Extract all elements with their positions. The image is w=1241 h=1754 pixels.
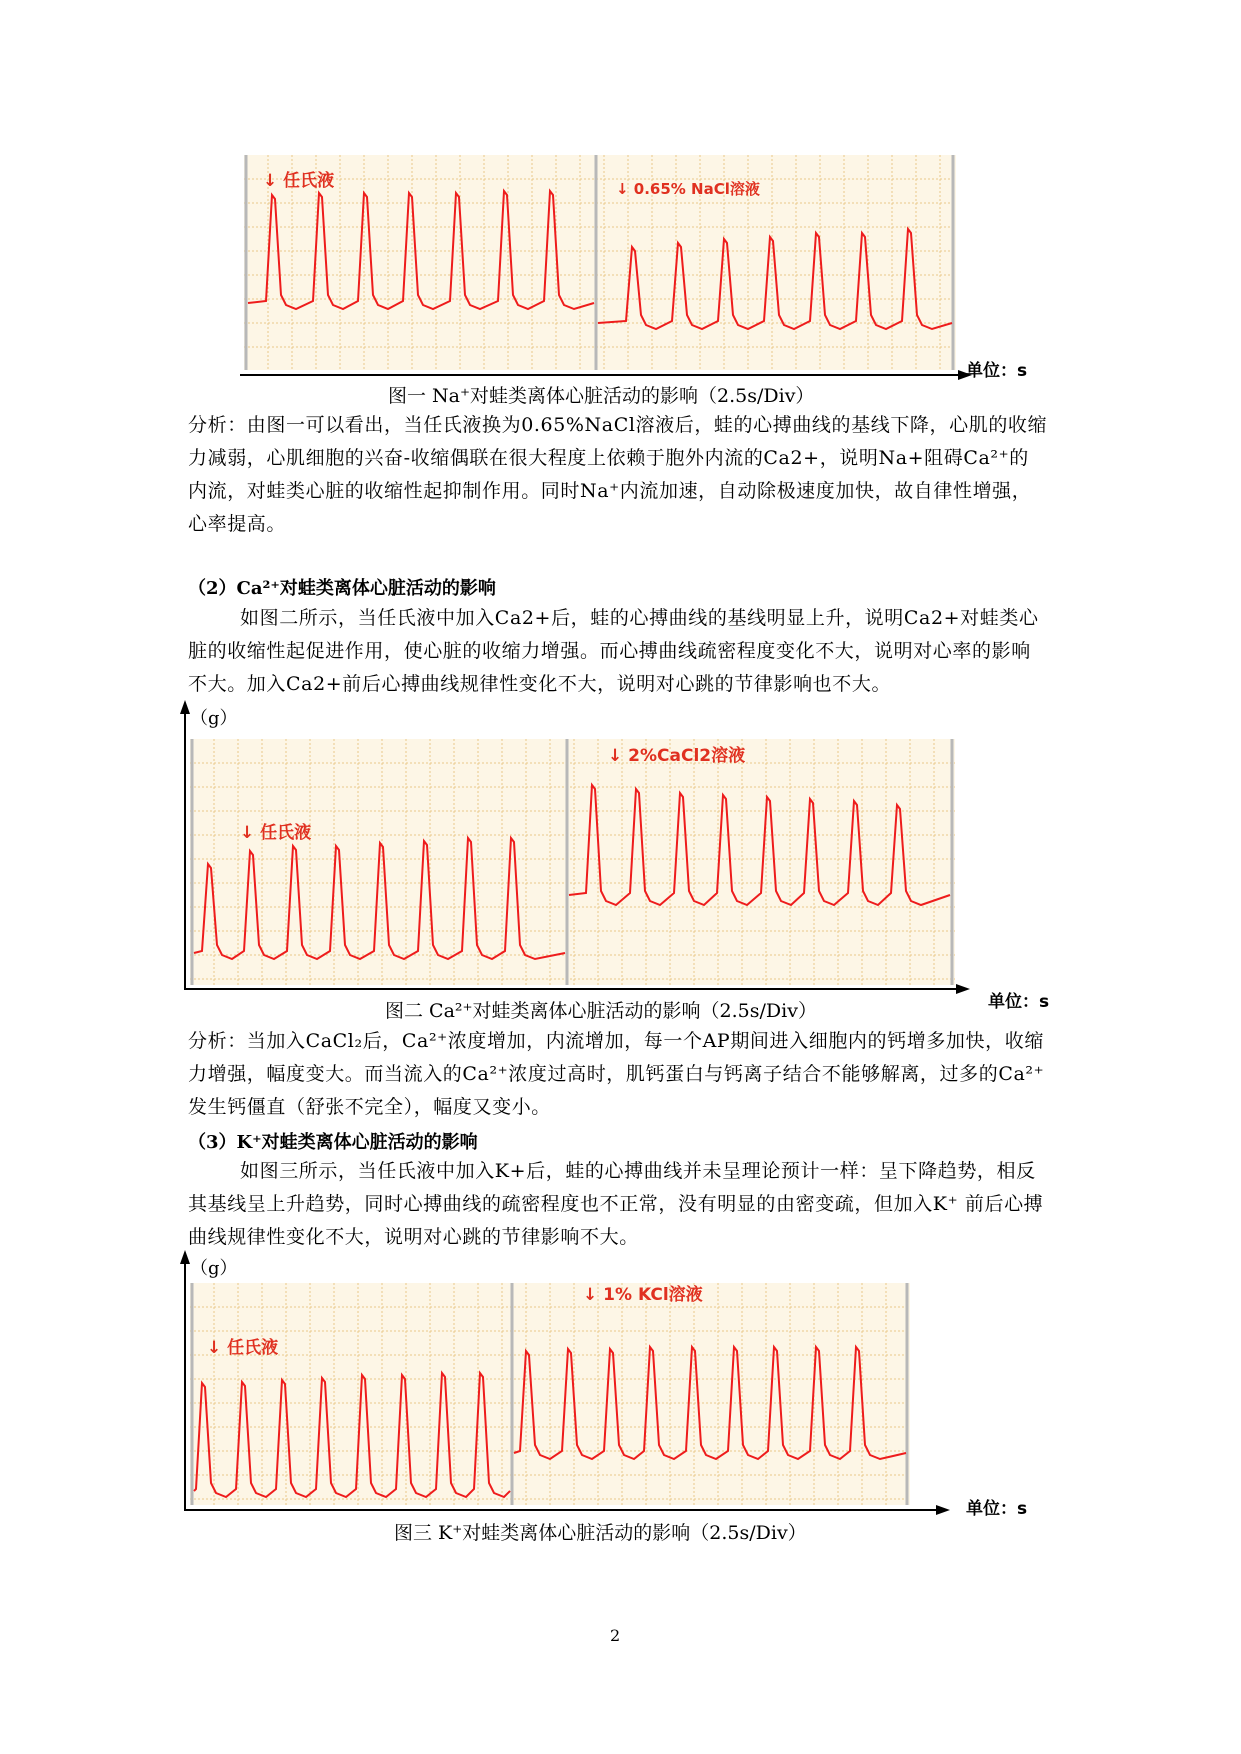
figure2-trace-ringer xyxy=(194,838,565,959)
page-number: 2 xyxy=(610,1626,621,1645)
figure1-analysis: 分析：由图一可以看出，当任氏液换为0.65%NaCl溶液后，蛙的心搏曲线的基线下降，心肌的收缩力减弱，心肌细胞的兴奋-收缩偶联在很大程度上依赖于胞外内流的Ca2+，说明Na+阻碍Ca²⁺的内流，对蛙类心脏的收缩性起抑制作用。同时Na⁺内流加速，自动除极速度加快，故自律性增强，心率提高。 xyxy=(188,414,1048,535)
section2-text: 如图二所示，当任氏液中加入Ca2+后，蛙的心搏曲线的基线明显上升，说明Ca2+对蛙类心脏的收缩性起促进作用，使心脏的收缩力增强。而心搏曲线疏密程度变化不大，说明对心率的影响不大。加入Ca2+前后心搏曲线规律性变化不大，说明对心跳的节律影响也不大。 xyxy=(188,607,1039,695)
figure2-trace-chart xyxy=(190,739,955,985)
figure1-unit-label: 单位：s xyxy=(966,361,1028,381)
figure2-unit-label: 单位：s xyxy=(988,992,1050,1012)
figure2-caption: 图二 Ca²⁺对蛙类离体心脏活动的影响（2.5s/Div） xyxy=(385,1000,817,1022)
figure3-trace-panel xyxy=(190,1283,910,1505)
figure2-x-axis xyxy=(184,982,974,996)
figure1-marker-nacl: ↓ 0.65% NaCl溶液 xyxy=(616,180,760,198)
figure3-x-axis xyxy=(184,1503,954,1517)
grid-lines xyxy=(190,739,955,985)
figure1-marker-ringer: ↓ 任氏液 xyxy=(263,171,335,191)
figure2-marker-ringer: ↓ 任氏液 xyxy=(240,823,312,843)
figure3-marker-ringer: ↓ 任氏液 xyxy=(207,1338,279,1358)
figure3-y-label: （g） xyxy=(190,1258,238,1279)
section3-heading: （3）K⁺对蛙类离体心脏活动的影响 xyxy=(188,1132,478,1153)
figure3-unit-label: 单位：s xyxy=(966,1499,1028,1519)
figure1-caption: 图一 Na⁺对蛙类离体心脏活动的影响（2.5s/Div） xyxy=(388,385,815,407)
grid-lines xyxy=(190,1283,910,1505)
figure1-trace-nacl xyxy=(598,229,952,329)
figure1-x-axis xyxy=(240,368,975,382)
figure2-y-label: （g） xyxy=(190,708,238,729)
figure1-trace-ringer xyxy=(248,191,594,309)
grid-lines xyxy=(244,155,956,370)
figure2-analysis: 分析：当加入CaCl₂后，Ca²⁺浓度增加，内流增加，每一个AP期间进入细胞内的钙增多加快，收缩力增强，幅度变大。而当流入的Ca²⁺浓度过高时，肌钙蛋白与钙离子结合不能够解离，过多的Ca²⁺发生钙僵直（舒张不完全），幅度又变小。 xyxy=(188,1030,1045,1118)
figure2-trace-cacl2 xyxy=(569,785,950,905)
section3-text: 如图三所示，当任氏液中加入K+后，蛙的心搏曲线并未呈理论预计一样：呈下降趋势，相反其基线呈上升趋势，同时心搏曲线的疏密程度也不正常，没有明显的由密变疏，但加入K⁺ 前后心搏曲线规律性变化不大，说明对心跳的节律影响不大。 xyxy=(188,1160,1044,1248)
figure3-marker-kcl: ↓ 1% KCl溶液 xyxy=(583,1285,703,1305)
figure3-trace-ringer xyxy=(194,1373,510,1497)
figure1-trace-chart xyxy=(244,155,956,370)
figure1-trace-panel xyxy=(244,155,956,370)
figure2-marker-cacl2: ↓ 2%CaCl2溶液 xyxy=(608,746,746,766)
section2-heading: （2）Ca²⁺对蛙类离体心脏活动的影响 xyxy=(188,578,496,599)
figure3-caption: 图三 K⁺对蛙类离体心脏活动的影响（2.5s/Div） xyxy=(394,1522,807,1544)
figure3-trace-chart xyxy=(190,1283,910,1505)
figure2-trace-panel xyxy=(190,739,955,985)
